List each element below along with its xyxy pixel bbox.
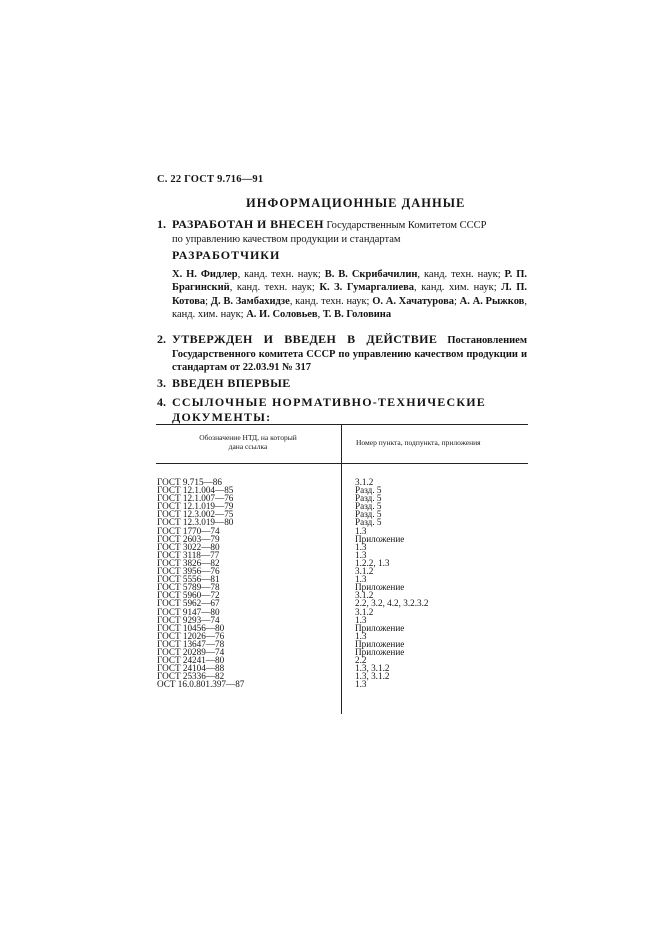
developer-degree: , канд. техн. наук; (229, 282, 320, 294)
page-header: С. 22 ГОСТ 9.716—91 (157, 174, 264, 185)
ntd-designation: ГОСТ 3118—77 (157, 549, 220, 560)
ntd-designation: ГОСТ 9147—80 (157, 606, 220, 617)
clause-number: 3.1.2 (355, 606, 374, 617)
developer-degree: ; (205, 295, 211, 307)
section-1-text-line2: по управлению качеством продукции и стандартам (172, 233, 401, 245)
clause-number: 3.1.2 (355, 566, 374, 577)
ntd-designation: ОСТ 16.0.801.397—87 (157, 679, 245, 690)
ntd-designation: ГОСТ 2603—79 (157, 533, 220, 544)
section-1-lead: РАЗРАБОТАН И ВНЕСЕН (172, 217, 324, 231)
table-header-divider (341, 425, 342, 463)
developer-degree: ; (454, 295, 460, 307)
developers-title: РАЗРАБОТЧИКИ (172, 248, 281, 262)
developer-name: Л. П. Котова (172, 282, 527, 307)
clause-number: Приложение (355, 638, 405, 649)
section-3 (157, 377, 527, 392)
ntd-designation: ГОСТ 5960—72 (157, 590, 220, 601)
section-4-lead: ССЫЛОЧНЫЕ НОРМАТИВНО-ТЕХНИЧЕСКИЕ ДОКУМЕНТЫ: (172, 395, 486, 424)
ntd-designation: ГОСТ 9.715—86 (157, 477, 222, 487)
clause-number: Разд. 5 (355, 493, 382, 504)
section-4-number: 4. (157, 395, 166, 409)
clause-number: 3.1.2 (355, 590, 374, 601)
table-header-right: Номер пункта, подпункта, приложения (356, 438, 481, 447)
clause-number: 1.3 (355, 630, 367, 641)
section-3-lead: ВВЕДЕН ВПЕРВЫЕ (172, 376, 291, 390)
ntd-designation: ГОСТ 12.3.019—80 (157, 517, 234, 528)
table-header-left-line1: Обозначение НТД, на который (199, 433, 297, 442)
table-row (156, 680, 528, 688)
table-rows (156, 478, 528, 688)
page-title: ИНФОРМАЦИОННЫЕ ДАННЫЕ (246, 196, 466, 210)
table-body (156, 464, 528, 714)
developers-list (172, 268, 527, 322)
clause-number: 3.1.2 (355, 477, 374, 487)
ntd-designation: ГОСТ 1770—74 (157, 525, 220, 536)
ntd-designation: ГОСТ 12.3.002—75 (157, 509, 234, 520)
clause-number: 1.2.2, 1.3 (355, 557, 390, 568)
clause-number: 2.2, 3.2, 4.2, 3.2.3.2 (355, 598, 429, 609)
section-2-text: Постановлением Государственного комитета СССР по управлению качеством продукции и стандартам от 22.03.91 № 317 (172, 335, 527, 373)
clause-number: 1.3 (355, 541, 367, 552)
ntd-designation: ГОСТ 10456—80 (157, 622, 225, 633)
ntd-designation: ГОСТ 12.1.019—79 (157, 501, 234, 512)
table-header (156, 424, 528, 464)
developer-name: Х. Н. Фидлер (172, 269, 238, 280)
section-1 (157, 218, 527, 246)
clause-number: Приложение (355, 582, 405, 593)
ntd-designation: ГОСТ 9293—74 (157, 614, 220, 625)
clause-number: Разд. 5 (355, 509, 382, 520)
section-1-number: 1. (157, 217, 166, 231)
table-header-left-line2: дана ссылка (228, 441, 268, 451)
ntd-designation: ГОСТ 24241—80 (157, 655, 225, 666)
clause-number: 1.3 (355, 549, 367, 560)
developer-degree: , канд. техн. наук; (289, 295, 373, 307)
developer-name: О. А. Хачатурова (372, 295, 455, 307)
clause-number: 2.2 (355, 655, 367, 666)
developer-name: Т. В. Головина (322, 309, 392, 321)
table-header-left (168, 434, 328, 451)
clause-number: Разд. 5 (355, 517, 382, 528)
clause-number: 1.3 (355, 574, 367, 585)
ntd-designation: ГОСТ 5556—81 (157, 574, 220, 585)
developer-degree: , канд. техн. наук; (237, 269, 325, 280)
ntd-designation: ГОСТ 20289—74 (157, 646, 225, 657)
clause-number: 1.3, 3.1.2 (355, 671, 390, 682)
clause-number: Приложение (355, 622, 405, 633)
developer-degree: , канд. хим. наук; (172, 295, 527, 321)
ntd-designation: ГОСТ 24104—88 (157, 663, 225, 674)
developer-degree: , канд. техн. наук; (417, 269, 505, 280)
ntd-designation: ГОСТ 5962—67 (157, 598, 220, 609)
ntd-designation: ГОСТ 5789—78 (157, 582, 220, 593)
developer-name: В. В. Скрибачилин (324, 269, 418, 280)
clause-number: Приложение (355, 533, 405, 544)
clause-number: 1.3 (355, 614, 367, 625)
section-2-number: 2. (157, 332, 166, 346)
developer-name: Д. В. Замбахидзе (210, 295, 290, 307)
clause-number: 1.3, 3.1.2 (355, 663, 390, 674)
section-3-number: 3. (157, 376, 166, 390)
developer-degree: , канд. хим. наук; (414, 282, 502, 294)
ntd-designation: ГОСТ 25336—82 (157, 671, 225, 682)
developer-name: А. И. Соловьев (246, 309, 318, 321)
clause-number: Разд. 5 (355, 501, 382, 512)
section-1-text-line1: Государственным Комитетом СССР (326, 220, 487, 231)
developer-name: А. А. Рыжков (459, 295, 525, 307)
clause-number: 1.3 (355, 525, 367, 536)
developer-degree: , (317, 309, 323, 321)
developer-name: К. З. Гумаргалиева (319, 282, 415, 294)
section-4 (157, 396, 529, 425)
ntd-designation: ГОСТ 12.1.004—85 (157, 485, 234, 496)
ntd-designation: ГОСТ 3956—76 (157, 566, 220, 577)
ntd-designation: ГОСТ 3826—82 (157, 557, 220, 568)
clause-number: 1.3 (355, 679, 367, 690)
clause-number: Приложение (355, 646, 405, 657)
clause-number: Разд. 5 (355, 485, 382, 496)
developer-name: Р. П. Брагинский (172, 269, 527, 294)
ntd-designation: ГОСТ 3022—80 (157, 541, 220, 552)
ntd-designation: ГОСТ 12.1.007—76 (157, 493, 234, 504)
references-table (156, 424, 528, 714)
ntd-designation: ГОСТ 12026—76 (157, 630, 225, 641)
section-2 (157, 333, 527, 375)
section-2-lead: УТВЕРЖДЕН И ВВЕДЕН В ДЕЙСТВИЕ (172, 332, 438, 346)
ntd-designation: ГОСТ 13647—78 (157, 638, 225, 649)
